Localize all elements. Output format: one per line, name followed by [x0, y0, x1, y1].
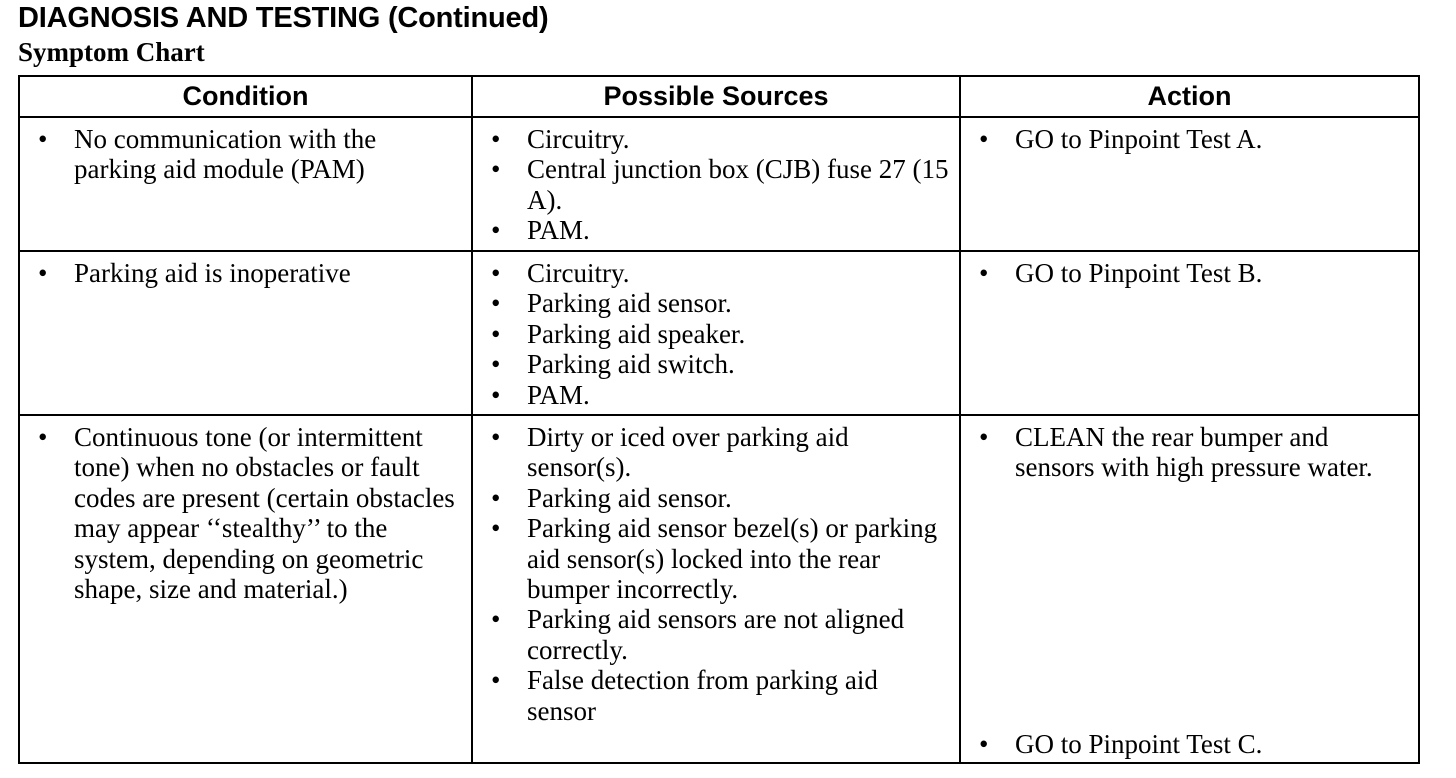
symptom-chart-table: [18, 75, 1420, 764]
bullet-icon: •: [979, 124, 989, 154]
condition-item: • Parking aid is inoperative: [38, 258, 351, 288]
action-item: • GO to Pinpoint Test C.: [979, 728, 1263, 759]
bullet-icon: •: [491, 513, 501, 544]
condition-cell: [19, 415, 472, 763]
table-row: [19, 117, 1419, 251]
bullet-icon: •: [491, 349, 501, 380]
bullet-icon: •: [491, 379, 501, 410]
bullet-icon: •: [979, 728, 989, 759]
source-item: • Parking aid speaker.: [491, 318, 746, 349]
bullet-icon: •: [491, 154, 501, 185]
bullet-icon: •: [491, 422, 501, 453]
bullet-icon: •: [491, 288, 501, 319]
bullet-icon: •: [491, 258, 501, 288]
table-header-row: [19, 76, 1419, 117]
condition-item: • No communication with the parking aid module (PAM): [38, 124, 377, 185]
source-item: • Parking aid sensor bezel(s) or parking aid sensor(s) locked into the rear bumper incorrectly.: [491, 513, 938, 605]
table-row: [19, 415, 1419, 763]
bullet-icon: •: [491, 215, 501, 246]
sources-cell: [472, 415, 960, 763]
source-item: • Parking aid sensor.: [491, 288, 732, 319]
action-item: • GO to Pinpoint Test B.: [979, 258, 1263, 288]
source-item: • Circuitry.: [491, 258, 630, 288]
action-item: • GO to Pinpoint Test A.: [979, 124, 1263, 154]
condition-item: • Continuous tone (or intermittent tone) when no obstacles or fault codes are present (certain obstacles may appear ‘‘stealthy’’ to the system, depending on geometric shape, size and material.): [38, 422, 455, 605]
bullet-icon: •: [491, 124, 501, 154]
bullet-icon: •: [38, 258, 48, 288]
action-cell: [960, 415, 1419, 763]
source-item: • Parking aid sensors are not aligned correctly.: [491, 604, 905, 665]
column-header-possible-sources: Possible Sources: [472, 76, 960, 117]
source-item: • Circuitry.: [491, 124, 630, 154]
bullet-icon: •: [491, 482, 501, 513]
condition-cell: [19, 251, 472, 415]
action-cell: [960, 251, 1419, 415]
bullet-icon: •: [979, 422, 989, 453]
source-item: • Parking aid switch.: [491, 349, 735, 380]
source-item: • Central junction box (CJB) fuse 27 (15 A).: [491, 154, 949, 215]
page-subtitle: Symptom Chart: [18, 37, 205, 67]
action-cell: [960, 117, 1419, 251]
column-header-action: Action: [960, 76, 1419, 117]
bullet-icon: •: [491, 604, 501, 635]
source-item: • Parking aid sensor.: [491, 482, 732, 513]
bullet-icon: •: [979, 258, 989, 288]
source-item: • PAM.: [491, 379, 590, 410]
source-item: • Dirty or iced over parking aid sensor(s).: [491, 422, 849, 483]
table-row: [19, 251, 1419, 415]
source-item: • False detection from parking aid sensor: [491, 665, 878, 726]
column-header-condition: Condition: [19, 76, 472, 117]
sources-cell: [472, 117, 960, 251]
bullet-icon: •: [38, 124, 48, 154]
sources-cell: [472, 251, 960, 415]
page-title: DIAGNOSIS AND TESTING (Continued): [18, 2, 549, 34]
bullet-icon: •: [491, 665, 501, 696]
bullet-icon: •: [491, 318, 501, 349]
action-item: • CLEAN the rear bumper and sensors with high pressure water.: [979, 422, 1373, 483]
source-item: • PAM.: [491, 215, 590, 246]
condition-cell: [19, 117, 472, 251]
bullet-icon: •: [38, 422, 48, 453]
